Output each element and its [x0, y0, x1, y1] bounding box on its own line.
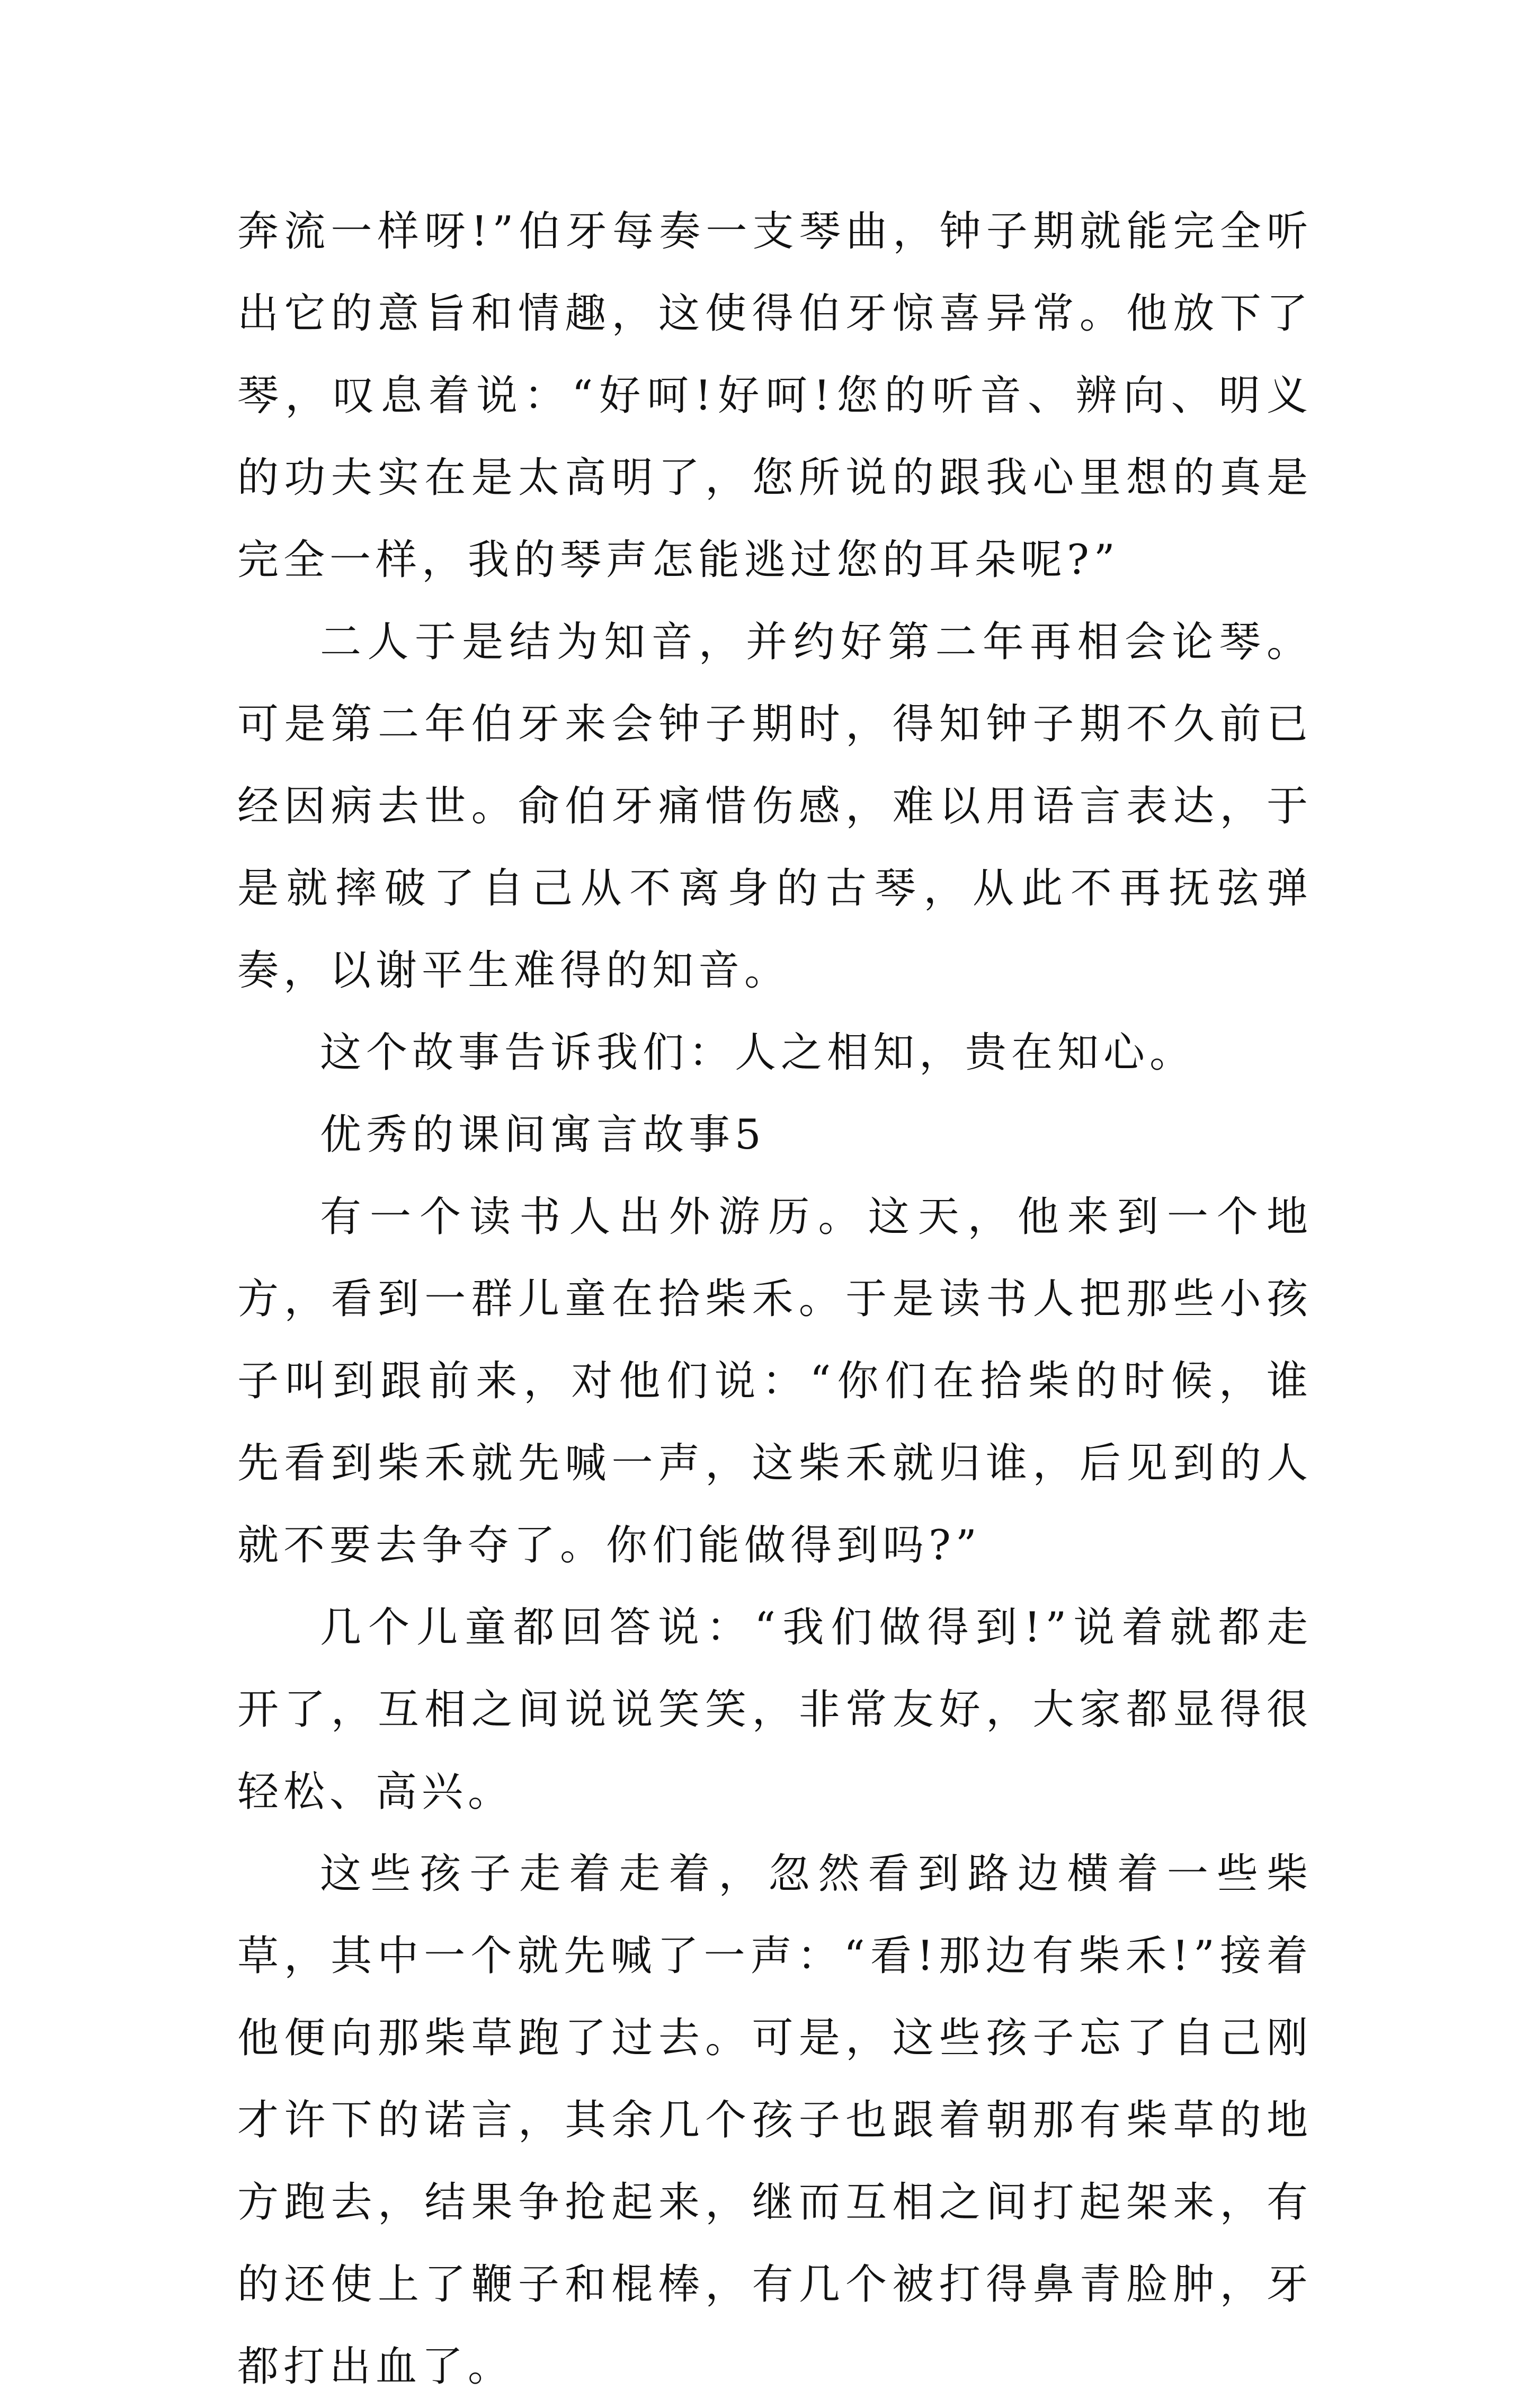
paragraph-continued: 奔流一样呀!”伯牙每奏一支琴曲，钟子期就能完全听出它的意旨和情趣，这使得伯牙惊喜异常。他放下了琴，叹息着说：“好呵!好呵!您的听音、辨向、明义的功夫实在是太高明了，您所说的跟我心里想的真是完全一样，我的琴声怎能逃过您的耳朵呢?” — [237, 208, 1313, 584]
paragraph: 这些孩子走着走着，忽然看到路边横着一些柴草，其中一个就先喊了一声：“看!那边有柴禾!”接着他便向那柴草跑了过去。可是，这些孩子忘了自己刚才许下的诺言，其余几个孩子也跟着朝那有柴草的地方跑去，结果争抢起来，继而互相之间打起架来，有的还使上了鞭子和棍棒，有几个被打得鼻青脸肿，牙都打出血了。 — [237, 1850, 1313, 2391]
paragraph-moral: 这个故事告诉我们：人之相知，贵在知心。 — [320, 1029, 1196, 1077]
paragraph: 几个儿童都回答说：“我们做得到!”说着就都走开了，互相之间说说笑笑，非常友好，大家都显得很轻松、高兴。 — [237, 1604, 1313, 1816]
paragraph: 二人于是结为知音，并约好第二年再相会论琴。可是第二年伯牙来会钟子期时，得知钟子期不久前已经因病去世。俞伯牙痛惜伤感，难以用语言表达，于是就摔破了自己从不离身的古琴，从此不再抚弦弹奏，以谢平生难得的知音。 — [237, 618, 1313, 994]
paragraph: 有一个读书人出外游历。这天，他来到一个地方，看到一群儿童在拾柴禾。于是读书人把那些小孩子叫到跟前来，对他们说：“你们在拾柴的时候，谁先看到柴禾就先喊一声，这柴禾就归谁，后见到的人就不要去争夺了。你们能做得到吗?” — [237, 1193, 1313, 1569]
document-body — [237, 191, 1313, 2408]
section-heading: 优秀的课间寓言故事5 — [320, 1111, 766, 1159]
